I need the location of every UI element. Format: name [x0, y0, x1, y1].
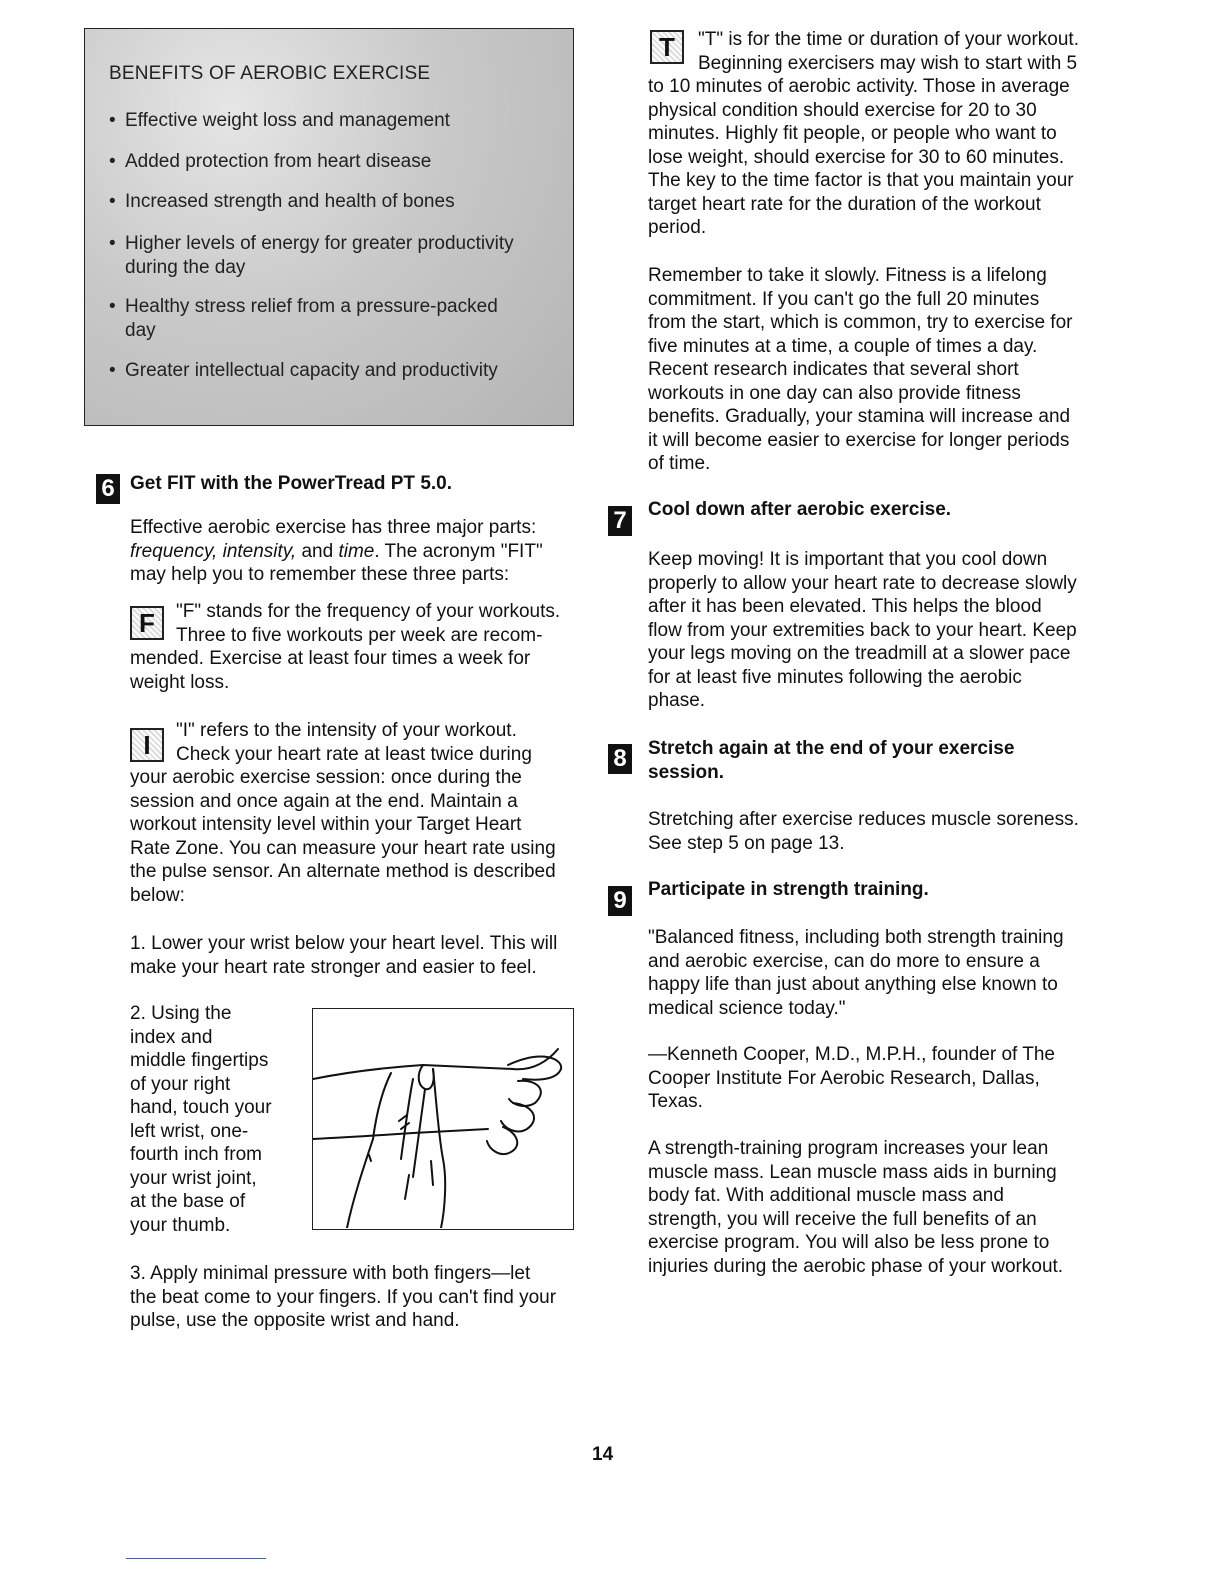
hand-on-wrist-drawing [313, 1009, 572, 1228]
list-item: • Added protection from heart disease [109, 151, 432, 172]
quote-attribution: —Kenneth Cooper, M.D., M.P.H., founder of The Cooper Institute For Aerobic Research, Dallas, Texas. [648, 1044, 1055, 1112]
letter-t-icon: T [650, 30, 684, 64]
list-item: • Increased strength and health of bones [109, 191, 455, 212]
list-item: • Healthy stress relief from a pressure-packed [109, 296, 498, 317]
f-paragraph-tail: mended. Exercise at least four times a week for weight loss. [130, 648, 531, 693]
list-item: • Effective weight loss and management [109, 110, 450, 131]
strength-paragraph: A strength-training program increases your lean muscle mass. Lean muscle mass aids in burning body fat. With additional muscle mass and strength, you will receive the full benefits of an exercise program. You will also be less prone to injuries during the aerobic phase of your workout. [648, 1138, 1064, 1277]
fit-intro: Effective aerobic exercise has three major parts: frequency, intensity, and time. The acronym "FIT" may help you to remember these three parts: [130, 517, 543, 585]
step-number-badge: 8 [608, 744, 632, 774]
letter-i-icon: I [130, 728, 164, 762]
list-item: • Greater intellectual capacity and productivity [109, 360, 498, 381]
section-heading: Stretch again at the end of your exercise session. [648, 738, 1015, 783]
i-paragraph-tail: your aerobic exercise session: once during the session and once again at the end. Maintain a workout intensity level within your Target Heart Rate Zone. You can measure your heart rate using the pulse sensor. An alternate method is described below: [130, 767, 556, 906]
footer-rule [126, 1558, 266, 1559]
list-item: during the day [125, 257, 246, 278]
i-paragraph-head: "I" refers to the intensity of your workout. Check your heart rate at least twice during [176, 720, 532, 765]
step-number-badge: 6 [96, 474, 120, 504]
f-paragraph-head: "F" stands for the frequency of your workouts. Three to five workouts per week are recom- [176, 601, 561, 646]
t-paragraph-head: "T" is for the time or duration of your workout. Beginning exercisers may wish to start with 5 [698, 29, 1079, 74]
pulse-step-3: 3. Apply minimal pressure with both fingers—let the beat come to your fingers. If you can't find your pulse, use the opposite wrist and hand. [130, 1263, 557, 1331]
benefits-title: BENEFITS OF AEROBIC EXERCISE [109, 63, 431, 84]
step-number-badge: 7 [608, 506, 632, 536]
stretch-paragraph: Stretching after exercise reduces muscle soreness. See step 5 on page 13. [648, 809, 1079, 854]
step-number-badge: 9 [608, 886, 632, 916]
section-heading: Participate in strength training. [648, 879, 929, 900]
t-paragraph-tail: to 10 minutes of aerobic activity. Those in average physical condition should exercise for 20 to 30 minutes. Highly fit people, or people who want to lose weight, should exercise for 30 to 60 minutes. The key to the time factor is that you maintain your target heart rate for the duration of the workout period. [648, 76, 1074, 238]
page-number: 14 [592, 1444, 614, 1465]
pulse-step-1: 1. Lower your wrist below your heart level. This will make your heart rate stronger and easier to feel. [130, 933, 558, 978]
section-heading: Cool down after aerobic exercise. [648, 499, 952, 520]
cooldown-paragraph: Keep moving! It is important that you cool down properly to allow your heart rate to decrease slowly after it has been elevated. This helps the blood flow from your extremities back to your heart. Keep your legs moving on the treadmill at a slower pace for at least five minutes following the aerobic phase. [648, 549, 1077, 711]
cooper-quote: "Balanced fitness, including both strength training and aerobic exercise, can do more to ensure a happy life than just about anything else known to medical science today." [648, 927, 1064, 1019]
section-heading: Get FIT with the PowerTread PT 5.0. [130, 473, 453, 494]
letter-f-icon: F [130, 606, 164, 640]
list-item: day [125, 320, 156, 341]
remember-paragraph: Remember to take it slowly. Fitness is a lifelong commitment. If you can't go the full 20 minutes from the start, which is common, try to exercise for five minutes at a time, a couple of times a day. Recent research indicates that several short workouts in one day can also provide fitness benefits. Gradually, your stamina will increase and it will become easier to exercise for longer periods of time. [648, 265, 1073, 474]
wrist-pulse-illustration [312, 1008, 574, 1230]
pulse-step-2: 2. Using the index and middle fingertips of your right hand, touch your left wrist, one- fourth inch from your wrist joint, at the base of your thumb. [130, 1003, 272, 1236]
benefits-box [84, 28, 574, 426]
list-item: • Higher levels of energy for greater productivity [109, 233, 514, 254]
